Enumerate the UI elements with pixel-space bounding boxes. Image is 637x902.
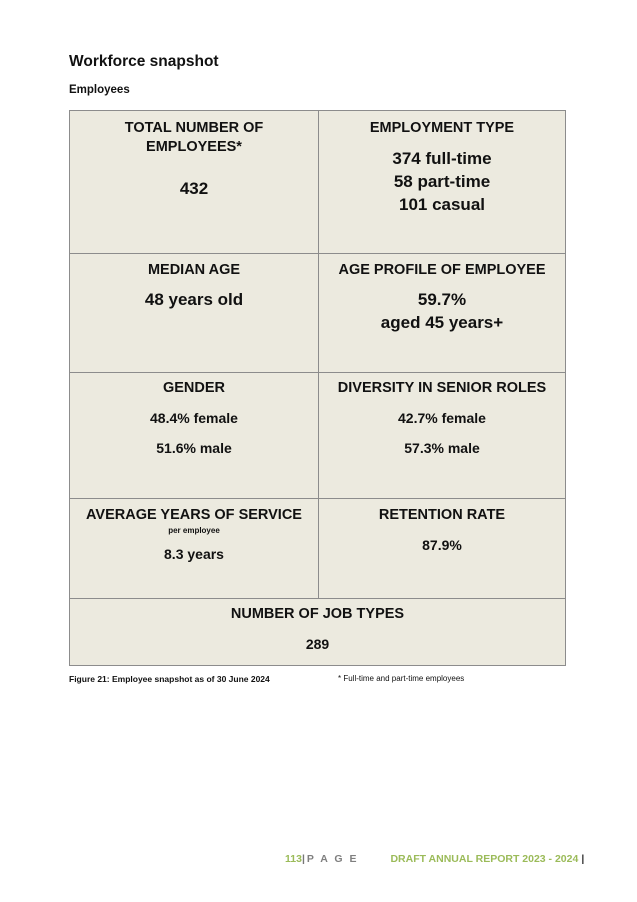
gender-female: 48.4% female	[150, 410, 238, 426]
job-types-label: NUMBER OF JOB TYPES	[230, 606, 405, 622]
diversity-label: DIVERSITY IN SENIOR ROLES	[337, 380, 547, 396]
job-types-cell	[70, 605, 565, 653]
employment-type-cell	[319, 119, 565, 216]
age-profile-label: AGE PROFILE OF EMPLOYEE	[338, 262, 546, 278]
row-divider	[70, 498, 565, 499]
total-employees-label-1: TOTAL NUMBER OF	[124, 120, 264, 136]
total-employees-label-2: EMPLOYEES*	[146, 139, 242, 155]
age-profile-description: aged 45 years+	[380, 313, 504, 332]
service-sublabel: per employee	[168, 526, 220, 535]
retention-value: 87.9%	[422, 537, 462, 553]
footer-separator: |	[301, 853, 305, 865]
retention-cell	[319, 506, 565, 554]
age-profile-cell	[319, 261, 565, 334]
gender-label: GENDER	[162, 380, 226, 396]
service-value: 8.3 years	[164, 546, 224, 562]
employment-part-time: 58 part-time	[393, 172, 491, 191]
median-age-value: 48 years old	[144, 290, 244, 309]
service-label: AVERAGE YEARS OF SERVICE	[86, 507, 302, 523]
workforce-snapshot-table	[69, 110, 566, 666]
figure-caption: Figure 21: Employee snapshot as of 30 June 2024	[69, 674, 270, 684]
row-divider	[70, 598, 565, 599]
gender-male: 51.6% male	[156, 440, 232, 456]
page-number: 113	[285, 853, 302, 865]
footer-trailing-bar: |	[581, 853, 585, 865]
row-divider	[70, 372, 565, 373]
total-employees-cell	[70, 119, 318, 200]
page-footer	[285, 853, 584, 865]
employment-full-time: 374 full-time	[392, 149, 492, 168]
employment-casual: 101 casual	[398, 195, 485, 214]
total-employees-value: 432	[179, 179, 209, 198]
page-word: P A G E	[306, 853, 359, 865]
median-age-cell	[70, 261, 318, 311]
retention-label: RETENTION RATE	[378, 507, 506, 523]
service-cell	[70, 506, 318, 563]
median-age-label: MEDIAN AGE	[147, 262, 241, 278]
job-types-value: 289	[305, 636, 330, 652]
gender-cell	[70, 379, 318, 457]
sub-title: Employees	[69, 84, 130, 96]
footnote: * Full-time and part-time employees	[338, 674, 465, 683]
diversity-cell	[319, 379, 565, 457]
report-title: DRAFT ANNUAL REPORT 2023 - 2024	[390, 853, 579, 865]
age-profile-percent: 59.7%	[417, 290, 467, 309]
diversity-female: 42.7% female	[398, 410, 486, 426]
section-title: Workforce snapshot	[69, 53, 219, 70]
diversity-male: 57.3% male	[404, 440, 480, 456]
row-divider	[70, 253, 565, 254]
employment-type-label: EMPLOYMENT TYPE	[369, 120, 515, 136]
